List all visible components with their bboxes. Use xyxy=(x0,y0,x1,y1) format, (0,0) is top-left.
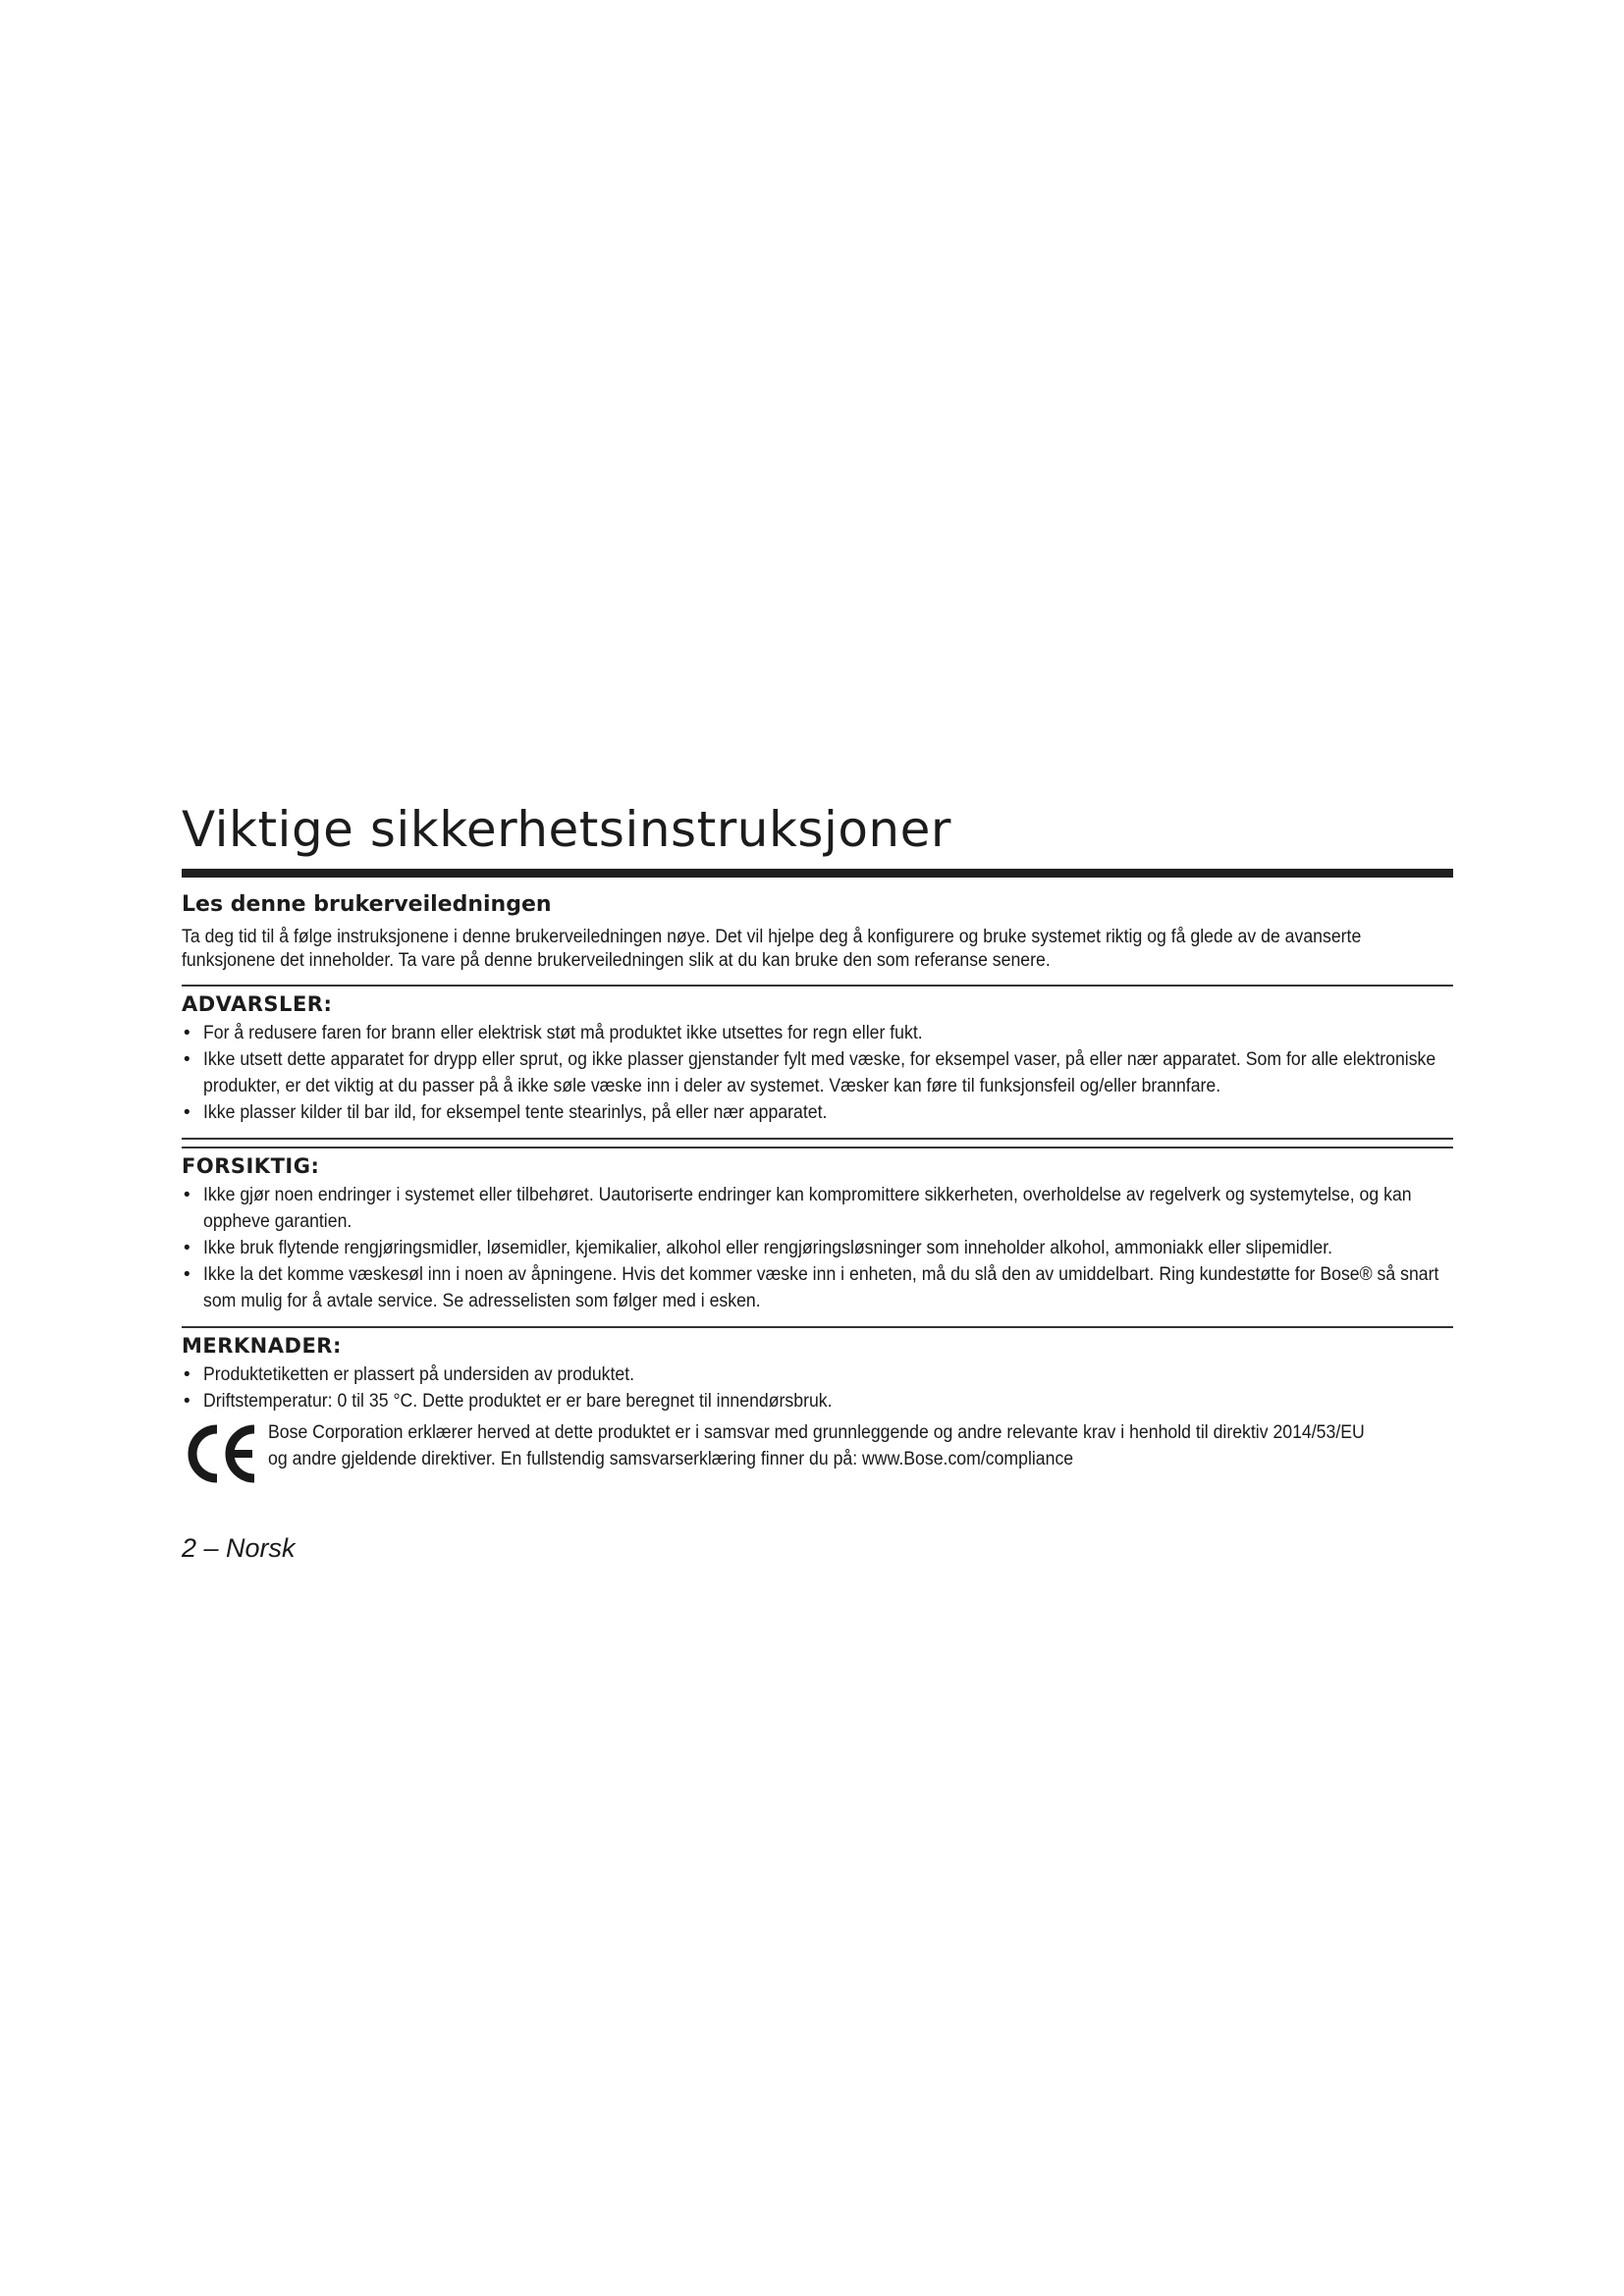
caution-item: • Ikke bruk flytende rengjøringsmidler, løsemidler, kjemikalier, alkohol eller rengjøringsløsninger som inneholder alkohol, ammoniakk eller slipemidler. xyxy=(182,1235,1453,1261)
bullet-icon: • xyxy=(184,1185,190,1205)
section-double-divider xyxy=(182,1138,1453,1148)
intro-heading: Les denne brukerveiledningen xyxy=(182,892,552,917)
warning-item: • Ikke utsett dette apparatet for drypp eller sprut, og ikke plasser gjenstander fylt med væske, for eksempel vaser, på eller nær apparatet. Som for alle elektroniske produkter, er det viktig at du passer på å ikke søle væske inn i deler av systemet. Væsker kan føre til funksjonsfeil og/eller brannfare. xyxy=(182,1046,1453,1099)
warning-item: • For å redusere faren for brann eller elektrisk støt må produktet ikke utsettes for regn eller fukt. xyxy=(182,1020,1453,1046)
ce-mark-icon xyxy=(182,1419,260,1488)
note-item: • Driftstemperatur: 0 til 35 °C. Dette produktet er er bare beregnet til innendørsbruk. xyxy=(182,1388,1453,1415)
intro-paragraph: Ta deg tid til å følge instruksjonene i denne brukerveiledningen nøye. Det vil hjelpe deg å konfigurere og bruke systemet riktig og få glede av de avanserte funksjonene det inneholder. Ta vare på denne brukerveiledningen slik at du kan bruke den som referanse senere. xyxy=(182,927,1362,971)
bullet-icon: • xyxy=(184,1023,190,1043)
warnings-heading: ADVARSLER: xyxy=(182,992,333,1016)
title-rule xyxy=(182,869,1453,878)
ce-compliance-row xyxy=(182,1419,1453,1488)
cautions-heading: FORSIKTIG: xyxy=(182,1154,320,1178)
ce-statement: Bose Corporation erklærer herved at dette produktet er i samsvar med grunnleggende og andre relevante krav i henhold til direktiv 2014/53/EU og andre gjeldende direktiver. En fullstendig samsvarserklæring finner du på: www.Bose.com/compliance xyxy=(268,1422,1365,1469)
notes-heading: MERKNADER: xyxy=(182,1334,342,1358)
section-divider xyxy=(182,1326,1453,1328)
caution-item: • Ikke la det komme væskesøl inn i noen av åpningene. Hvis det kommer væske inn i enheten, må du slå den av umiddelbart. Ring kundestøtte for Bose® så snart som mulig for å avtale service. Se adresselisten som følger med i esken. xyxy=(182,1261,1453,1314)
bullet-icon: • xyxy=(184,1049,190,1070)
bullet-icon: • xyxy=(184,1391,190,1412)
warning-item: • Ikke plasser kilder til bar ild, for eksempel tente stearinlys, på eller nær apparatet. xyxy=(182,1099,1453,1126)
bullet-icon: • xyxy=(184,1102,190,1123)
page-footer: 2 – Norsk xyxy=(182,1533,296,1563)
bullet-icon: • xyxy=(184,1264,190,1285)
bullet-icon: • xyxy=(184,1364,190,1385)
note-item: • Produktetiketten er plassert på undersiden av produktet. xyxy=(182,1362,1453,1388)
warnings-list xyxy=(182,1020,1453,1126)
bullet-icon: • xyxy=(184,1238,190,1258)
notes-list xyxy=(182,1362,1453,1415)
document-page xyxy=(182,800,1453,1564)
section-divider xyxy=(182,985,1453,987)
caution-item: • Ikke gjør noen endringer i systemet eller tilbehøret. Uautoriserte endringer kan kompromittere sikkerheten, overholdelse av regelverk og systemytelse, og kan oppheve garantien. xyxy=(182,1182,1453,1235)
cautions-list xyxy=(182,1182,1453,1314)
page-title: Viktige sikkerhetsinstruksjoner xyxy=(182,801,951,858)
